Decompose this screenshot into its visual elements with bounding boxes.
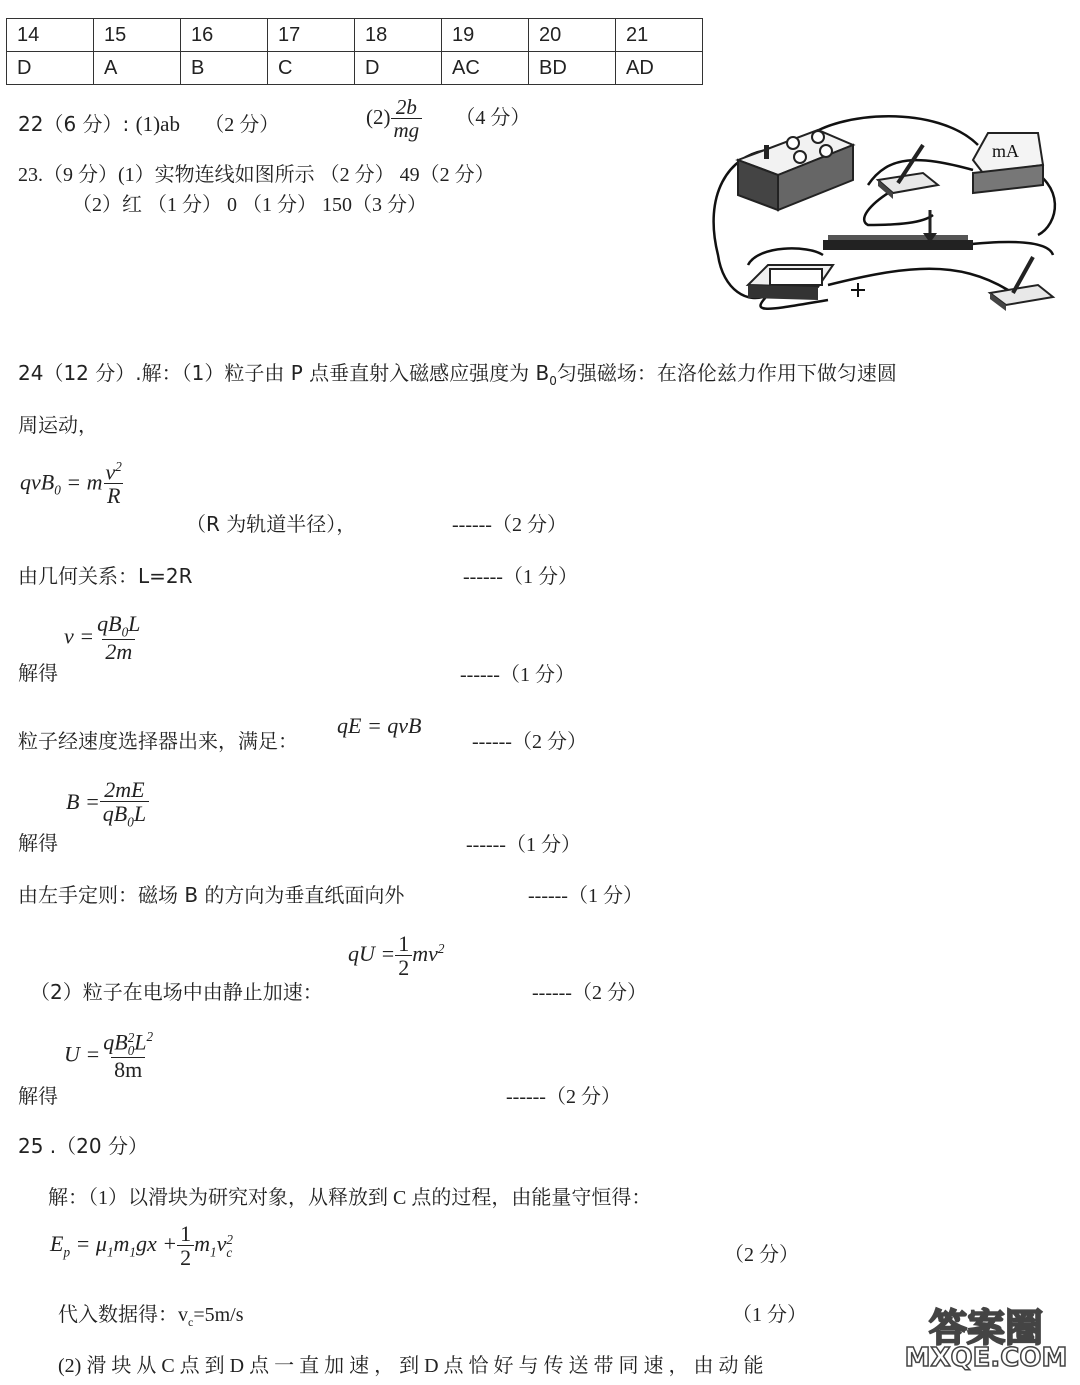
answer-table-answer-row	[7, 52, 703, 85]
answer-cell: D	[355, 52, 442, 85]
question-number: 17	[268, 19, 355, 52]
q24-line1-tail: 匀强磁场：在洛伦兹力作用下做匀速圆	[556, 361, 897, 385]
q25-eq-lhs-sub: p	[63, 1244, 71, 1260]
solve1-lhs: v =	[64, 623, 95, 649]
eq1-denominator: R	[104, 483, 123, 508]
solve2-label: 解得	[18, 831, 58, 855]
q25-eq-lhs: E	[50, 1231, 64, 1257]
accel-text: （2）粒子在电场中由静止加速：	[30, 980, 323, 1004]
q24-line1-text: 24（12 分）.解：（1）粒子由 P 点垂直射入磁感应强度为 B	[18, 361, 550, 385]
eq1-note: （R 为轨道半径），	[186, 512, 357, 536]
q23-line1: 23.（9 分）(1）实物连线如图所示 （2 分） 49（2 分）	[18, 164, 495, 186]
solve1-score: ------（1 分）	[460, 664, 575, 686]
solve1-num-sub: 0	[121, 624, 129, 640]
solve1-label: 解得	[18, 661, 58, 685]
geometry-score: ------（1 分）	[463, 566, 578, 588]
q22-answer	[18, 108, 279, 137]
question-number: 15	[94, 19, 181, 52]
solve2-num: 2mE	[104, 777, 145, 802]
question-number: 16	[181, 19, 268, 52]
solve3-num: qB	[103, 1029, 128, 1055]
q25-eq-mid: = μ	[70, 1231, 107, 1257]
selector-equation: qE = qvB	[337, 713, 422, 738]
q22-frac-numerator: 2b	[395, 95, 417, 119]
q25-equation	[50, 1222, 233, 1270]
q24-line1	[18, 357, 897, 388]
answer-cell: C	[268, 52, 355, 85]
q25-eq-score: （2 分）	[724, 1244, 799, 1266]
q22-part2	[366, 96, 530, 142]
wire	[963, 242, 1053, 255]
q25-eq-mid2: m	[113, 1231, 130, 1257]
accel-tail: mv	[412, 941, 438, 967]
question-number: 21	[616, 19, 703, 52]
accel-tail-sup: 2	[437, 940, 445, 956]
solve3-score: ------（2 分）	[506, 1086, 621, 1108]
resistor-box	[748, 265, 865, 300]
solve1-den: 2m	[102, 639, 135, 664]
q25-last-line: (2) 滑 块 从 C 点 到 D 点 一 直 加 速 ， 到 D 点 恰 好 与 传 送 带 同 速 ， 由 动 能	[58, 1355, 764, 1377]
solve3-num-sub: 0	[127, 1043, 135, 1059]
answer-cell: B	[181, 52, 268, 85]
milliammeter	[973, 133, 1043, 193]
solve2-lhs: B =	[66, 789, 100, 815]
solve3-num-tail: L	[134, 1029, 147, 1055]
answer-cell: AC	[442, 52, 529, 85]
eq1-numerator-sup: 2	[115, 459, 122, 474]
solve2-den-sub: 0	[127, 814, 134, 830]
wire	[748, 248, 823, 265]
q24-line2: 周运动，	[18, 413, 98, 437]
question-number: 18	[355, 19, 442, 52]
q25-eq-mid-sub: 1	[106, 1244, 114, 1260]
answer-table	[6, 18, 703, 85]
switch-1	[878, 145, 938, 199]
q22-frac-denominator: mg	[391, 118, 423, 142]
solve2-equation	[66, 778, 149, 830]
solve1-equation	[64, 612, 143, 664]
watermark-title: 答案圈	[928, 1306, 1043, 1350]
solve3-lhs: U =	[64, 1041, 101, 1067]
answer-cell: A	[94, 52, 181, 85]
q25-eq-tail2-sub: c	[226, 1245, 233, 1261]
rheostat	[823, 210, 973, 250]
q22-score2: （4 分）	[455, 106, 531, 129]
watermark-logo	[898, 1295, 1074, 1381]
accel-den: 2	[395, 955, 412, 980]
q25-eq-tail: m	[194, 1231, 211, 1257]
question-number: 19	[442, 19, 529, 52]
q23-line2: （2）红 （1 分） 0 （1 分） 150（3 分）	[72, 194, 427, 216]
answer-cell: BD	[529, 52, 616, 85]
eq1-eq: = m	[60, 469, 103, 495]
q25-line1: 解：（1）以滑块为研究对象，从释放到 C 点的过程，由能量守恒得：	[48, 1187, 652, 1209]
q25-eq-num: 1	[180, 1221, 192, 1246]
q24-line1-sub: 0	[549, 374, 557, 388]
selector-score: ------（2 分）	[472, 731, 587, 753]
solve1-num: qB	[97, 611, 122, 636]
q25-eq-mid3: gx +	[136, 1231, 178, 1257]
solve3-equation	[64, 1030, 156, 1083]
answer-cell: D	[7, 52, 94, 85]
q22-head: 22（6 分）:	[18, 112, 130, 136]
q25-result-tail: =5m/s	[193, 1304, 244, 1326]
accel-num: 1	[398, 931, 410, 956]
question-number: 14	[7, 19, 94, 52]
q22-part2-label: (2)	[366, 104, 391, 129]
answer-cell: AD	[616, 52, 703, 85]
q25-result-sub: c	[188, 1315, 194, 1329]
answer-table-number-row	[7, 19, 703, 52]
eq1-numerator: v	[105, 459, 116, 485]
geometry-relation: 由几何关系：L=2R	[18, 564, 193, 588]
solve2-score: ------（1 分）	[466, 834, 581, 856]
question-number: 20	[529, 19, 616, 52]
solve3-num-sup: 2	[127, 1030, 135, 1046]
q25-eq-tail-sub: 1	[210, 1244, 217, 1260]
accel-equation	[348, 932, 444, 980]
lefthand-rule: 由左手定则：磁场 B 的方向为垂直纸面向外	[18, 883, 405, 907]
q22-score1: （2 分）	[204, 114, 280, 136]
solve2-den: qB	[102, 801, 128, 827]
q25-result	[58, 1298, 244, 1330]
lefthand-score: ------（1 分）	[528, 885, 643, 907]
wire	[864, 190, 933, 225]
q25-eq-tail2-sup: 2	[226, 1231, 233, 1247]
wire	[828, 269, 1008, 290]
accel-lhs: qU =	[348, 941, 396, 967]
selector-text: 粒子经速度选择器出来，满足：	[18, 729, 298, 753]
q24-eq1	[20, 460, 125, 509]
q25-result-score: （1 分）	[732, 1304, 807, 1326]
q25-result-text: 代入数据得：v	[58, 1304, 188, 1326]
q25-eq-tail2: v	[216, 1231, 227, 1257]
solve3-label: 解得	[18, 1084, 58, 1108]
q25-eq-den: 2	[177, 1245, 194, 1270]
q25-head: 25 .（20 分）	[18, 1134, 148, 1158]
solve3-den: 8m	[111, 1057, 145, 1082]
q22-part1: (1)ab	[135, 112, 180, 136]
eq1-left: qvB	[20, 469, 55, 495]
q25-eq-mid2-sub: 1	[129, 1244, 137, 1260]
solve2-den-tail: L	[133, 801, 147, 827]
accel-score: ------（2 分）	[532, 982, 647, 1004]
battery-box	[738, 130, 853, 210]
solve3-num-tail-sup: 2	[146, 1029, 154, 1044]
meter-label: mA	[992, 141, 1019, 161]
eq1-score: ------（2 分）	[452, 514, 567, 536]
eq1-left-sub: 0	[54, 482, 61, 498]
watermark-url: MXQE.COM	[904, 1343, 1068, 1373]
solve1-num-tail: L	[128, 611, 141, 636]
circuit-diagram	[708, 115, 1078, 315]
